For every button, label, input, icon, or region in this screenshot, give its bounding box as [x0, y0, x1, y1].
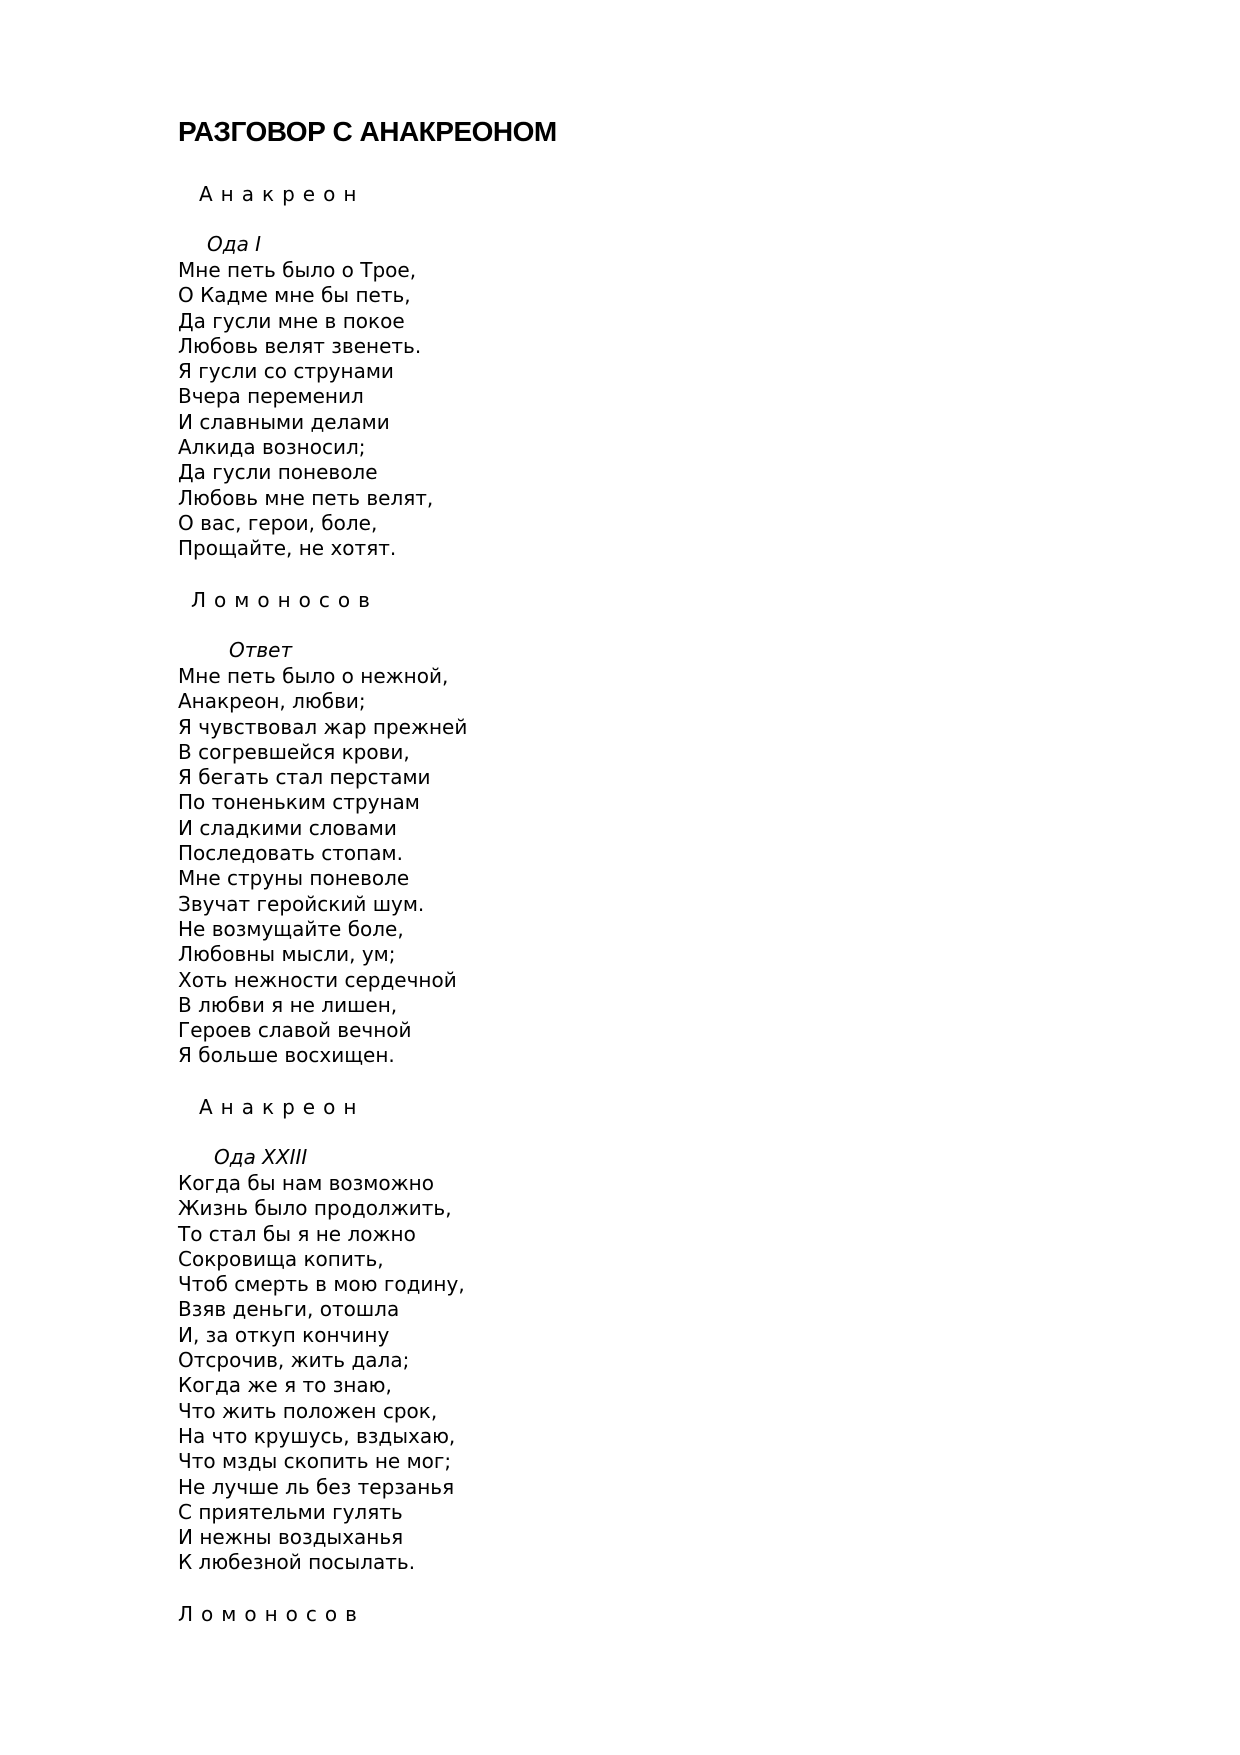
ode-subtitle-1: Ода I — [207, 232, 262, 256]
verse-line: И сладкими словами — [178, 815, 397, 840]
poem-stanza-2 — [178, 664, 467, 1069]
verse-line: В согревшейся крови, — [178, 739, 410, 764]
ode-subtitle-2: Ответ — [229, 638, 293, 662]
verse-line: Не возмущайте боле, — [178, 916, 404, 941]
verse-line: Хоть нежности сердечной — [178, 967, 457, 992]
verse-line: На что крушусь, вздыхаю, — [178, 1423, 456, 1448]
verse-line: По тоненьким струнам — [178, 790, 420, 815]
verse-line: Взяв деньги, отошла — [178, 1297, 400, 1322]
verse-line: Я гусли со струнами — [178, 359, 394, 384]
verse-line: Что мзды скопить не мог; — [178, 1449, 452, 1474]
verse-line: Вчера переменил — [178, 384, 364, 409]
verse-line: Жизнь было продолжить, — [178, 1196, 452, 1221]
verse-line: Звучат геройский шум. — [178, 891, 425, 916]
verse-line: Да гусли поневоле — [178, 460, 378, 485]
verse-line: Я бегать стал перстами — [178, 765, 431, 790]
verse-line: Сокровища копить, — [178, 1246, 384, 1271]
verse-line: Любовь велят звенеть. — [178, 333, 422, 358]
verse-line: Я больше восхищен. — [178, 1043, 395, 1068]
speaker-anacreon-1: Анакреон — [199, 182, 365, 206]
speaker-lomonosov-2: Ломоносов — [178, 1602, 365, 1626]
verse-line: Когда же я то знаю, — [178, 1373, 392, 1398]
verse-line: И нежны воздыханья — [178, 1525, 404, 1550]
document-title: РАЗГОВОР С АНАКРЕОНОМ — [178, 116, 557, 147]
verse-line: Чтоб смерть в мою годину, — [178, 1272, 465, 1297]
verse-line: В любви я не лишен, — [178, 992, 398, 1017]
verse-line: Да гусли мне в покое — [178, 308, 405, 333]
verse-line: Героев славой вечной — [178, 1018, 412, 1043]
verse-line: Не лучше ль без терзанья — [178, 1474, 455, 1499]
verse-line: Что жить положен срок, — [178, 1398, 438, 1423]
verse-line: Мне петь было о нежной, — [178, 664, 449, 688]
verse-line: Последовать стопам. — [178, 841, 403, 866]
verse-line: Любовь мне петь велят, — [178, 485, 434, 510]
ode-subtitle-3: Ода XXIII — [214, 1145, 308, 1169]
verse-line: Отсрочив, жить дала; — [178, 1348, 410, 1373]
verse-line: К любезной посылать. — [178, 1550, 416, 1575]
speaker-anacreon-2: Анакреон — [199, 1095, 365, 1119]
verse-line: Мне струны поневоле — [178, 866, 410, 891]
verse-line: И славными делами — [178, 409, 390, 434]
verse-line: Мне петь было о Трое, — [178, 258, 417, 282]
verse-line: Алкида возносил; — [178, 435, 366, 460]
speaker-lomonosov-1: Ломоносов — [191, 588, 378, 612]
verse-line: О Кадме мне бы петь, — [178, 283, 411, 308]
verse-line: С приятельми гулять — [178, 1499, 403, 1524]
poem-stanza-3 — [178, 1171, 465, 1576]
verse-line: О вас, герои, боле, — [178, 510, 378, 535]
verse-line: Прощайте, не хотят. — [178, 536, 397, 561]
verse-line: Любовны мысли, ум; — [178, 942, 396, 967]
verse-line: Когда бы нам возможно — [178, 1171, 434, 1195]
verse-line: Анакреон, любви; — [178, 689, 366, 714]
verse-line: Я чувствовал жар прежней — [178, 714, 468, 739]
verse-line: То стал бы я не ложно — [178, 1221, 416, 1246]
verse-line: И, за откуп кончину — [178, 1322, 390, 1347]
poem-stanza-1 — [178, 258, 433, 562]
